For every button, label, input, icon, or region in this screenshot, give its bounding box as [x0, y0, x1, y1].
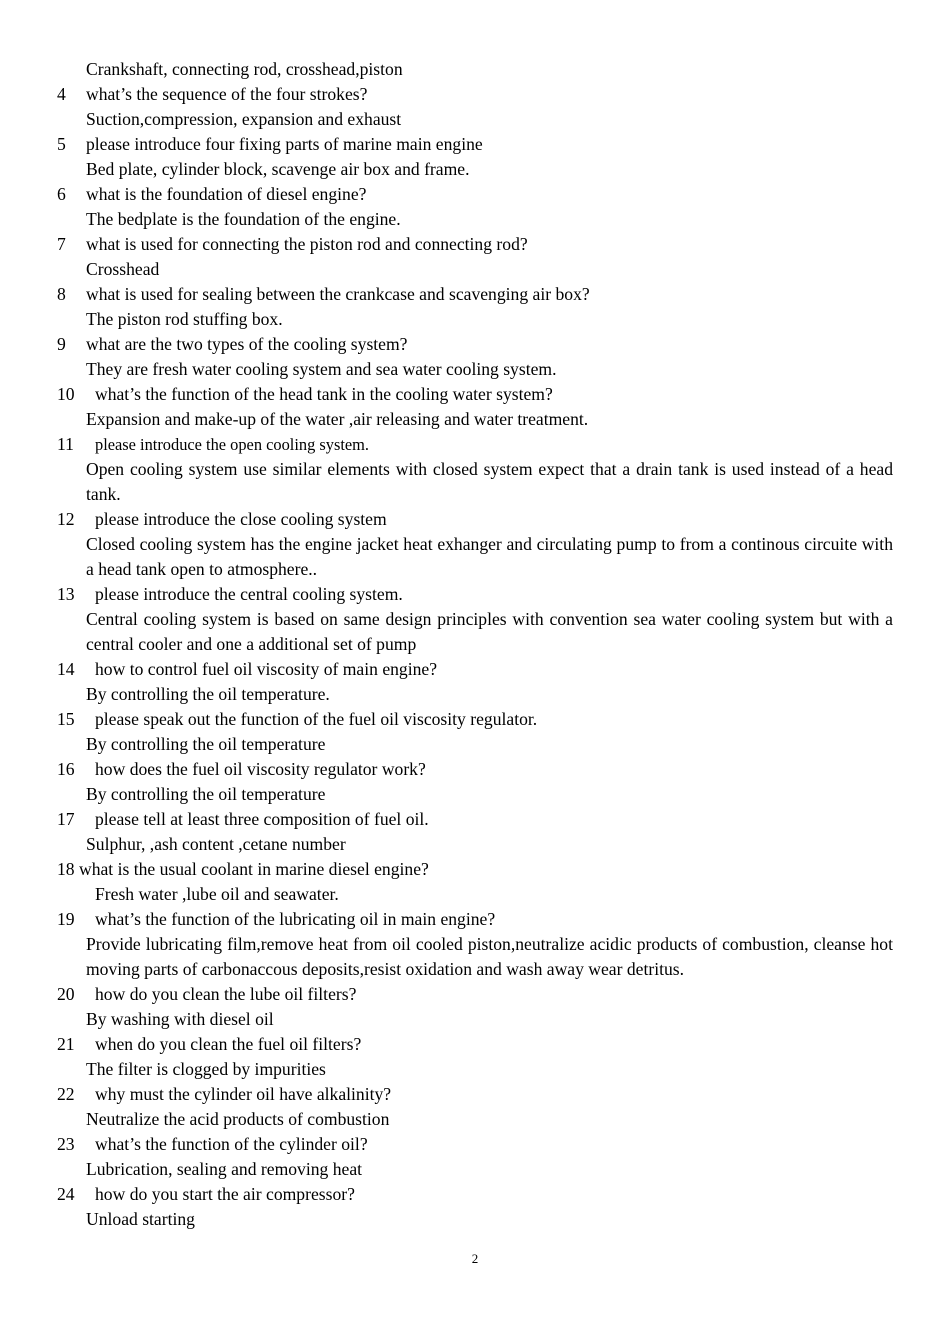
- answer-text: Suction,compression, expansion and exhaust: [86, 109, 402, 129]
- question-text: what is used for sealing between the crankcase and scavenging air box?: [86, 284, 590, 304]
- answer-paragraph: Open cooling system use similar elements with closed system expect that a drain tank is used instead of a head tank.: [86, 459, 893, 504]
- answer-text: Crosshead: [86, 259, 160, 279]
- question-text: what’s the function of the lubricating oil in main engine?: [95, 909, 496, 929]
- answer-text: By controlling the oil temperature: [86, 784, 326, 804]
- question-number: 4: [57, 84, 66, 104]
- answer-paragraph: Provide lubricating film,remove heat from oil cooled piston,neutralize acidic products of combustion, cleanse hot moving parts of carbonaccous deposits,resist oxidation and wash away wear detritus.: [86, 934, 893, 979]
- answer-text: Sulphur, ,ash content ,cetane number: [86, 834, 346, 854]
- question-text: when do you clean the fuel oil filters?: [95, 1034, 362, 1054]
- question-number: 6: [57, 184, 66, 204]
- question-number: 11: [57, 434, 74, 454]
- question-text: please speak out the function of the fuel oil viscosity regulator.: [95, 709, 538, 729]
- answer-text: By controlling the oil temperature: [86, 734, 326, 754]
- answer-text: The bedplate is the foundation of the engine.: [86, 209, 401, 229]
- answer-text: Lubrication, sealing and removing heat: [86, 1159, 363, 1179]
- question-text: what is used for connecting the piston rod and connecting rod?: [86, 234, 528, 254]
- answer-text: By controlling the oil temperature.: [86, 684, 330, 704]
- question-number: 23: [57, 1134, 75, 1154]
- question-text: please introduce the open cooling system.: [95, 435, 370, 454]
- question-number: 13: [57, 584, 75, 604]
- question-number: 10: [57, 384, 75, 404]
- question-number: 15: [57, 709, 75, 729]
- question-text: what’s the function of the cylinder oil?: [95, 1134, 368, 1154]
- question-text: how do you clean the lube oil filters?: [95, 984, 357, 1004]
- question-number: 19: [57, 909, 75, 929]
- question-text: what’s the sequence of the four strokes?: [86, 84, 368, 104]
- question-text: what is the foundation of diesel engine?: [86, 184, 367, 204]
- question-number: 12: [57, 509, 75, 529]
- answer-text: Crankshaft, connecting rod, crosshead,piston: [86, 59, 403, 79]
- answer-text: Unload starting: [86, 1209, 195, 1229]
- question-number: 8: [57, 284, 66, 304]
- question-number: 20: [57, 984, 75, 1004]
- question-number: 16: [57, 759, 75, 779]
- answer-text: Fresh water ,lube oil and seawater.: [95, 884, 339, 904]
- answer-text: The filter is clogged by impurities: [86, 1059, 326, 1079]
- question-number: 22: [57, 1084, 75, 1104]
- answer-text: By washing with diesel oil: [86, 1009, 274, 1029]
- question-text: how does the fuel oil viscosity regulator work?: [95, 759, 426, 779]
- question-text: what’s the function of the head tank in the cooling water system?: [95, 384, 553, 404]
- question-number: 7: [57, 234, 66, 254]
- question-text: please introduce the close cooling system: [95, 509, 387, 529]
- answer-paragraph: Central cooling system is based on same design principles with convention sea water cooling system but with a central cooler and one a additional set of pump: [86, 609, 893, 654]
- question-text: why must the cylinder oil have alkalinity?: [95, 1084, 392, 1104]
- answer-text: Neutralize the acid products of combustion: [86, 1109, 390, 1129]
- answer-text: Expansion and make-up of the water ,air releasing and water treatment.: [86, 409, 589, 429]
- question-number: 9: [57, 334, 66, 354]
- answer-text: They are fresh water cooling system and sea water cooling system.: [86, 359, 557, 379]
- question-number: 5: [57, 134, 66, 154]
- answer-paragraph: Closed cooling system has the engine jacket heat exhanger and circulating pump to from a continous circuite with a head tank open to atmosphere..: [86, 534, 893, 579]
- question-number: 21: [57, 1034, 75, 1054]
- question-text: how to control fuel oil viscosity of main engine?: [95, 659, 438, 679]
- question-number: 17: [57, 809, 75, 829]
- answer-text: The piston rod stuffing box.: [86, 309, 283, 329]
- question-text: please introduce four fixing parts of marine main engine: [86, 134, 483, 154]
- answer-text: Bed plate, cylinder block, scavenge air box and frame.: [86, 159, 470, 179]
- question-text: 18 what is the usual coolant in marine diesel engine?: [57, 859, 429, 879]
- question-text: please tell at least three composition of fuel oil.: [95, 809, 429, 829]
- page-number: 2: [471, 1251, 479, 1266]
- question-number: 24: [57, 1184, 75, 1204]
- question-text: please introduce the central cooling system.: [95, 584, 403, 604]
- question-text: what are the two types of the cooling system?: [86, 334, 408, 354]
- question-text: how do you start the air compressor?: [95, 1184, 355, 1204]
- question-number: 14: [57, 659, 75, 679]
